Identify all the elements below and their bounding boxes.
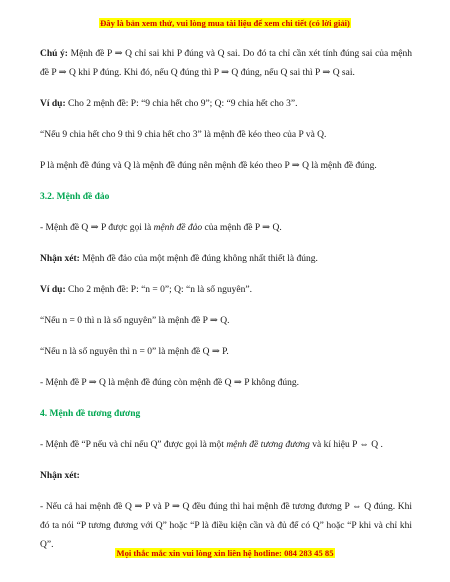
example-line: - Mệnh đề P ⇒ Q là mệnh đề đúng còn mệnh đề Q ⇒ P không đúng. xyxy=(40,378,300,388)
preview-banner: Đây là bản xem thử, vui lòng mua tài liệu để xem chi tiết (có lời giải) xyxy=(100,18,350,28)
remark-converse: Nhận xét: Mệnh đề đảo của một mệnh đề đúng không nhất thiết là đúng. xyxy=(40,254,318,264)
hotline-banner: Mọi thắc mắc xin vui lòng xin liên hệ hotline: 084 283 45 85 xyxy=(116,548,334,558)
example-converse: Ví dụ: Cho 2 mệnh đề: P: “n = 0”; Q: “n là số nguyên”. xyxy=(40,285,252,295)
example-line: “Nếu 9 chia hết cho 9 thì 9 chia hết cho 3” là mệnh đề kéo theo của P và Q. xyxy=(40,130,327,140)
example-intro: Ví dụ: Cho 2 mệnh đề: P: “9 chia hết cho 9”; Q: “9 chia hết cho 3”. xyxy=(40,99,298,109)
example-line: “Nếu n là số nguyên thì n = 0” là mệnh đề Q ⇒ P. xyxy=(40,347,229,357)
remark-label: Nhận xét: xyxy=(40,471,80,481)
example-line: “Nếu n = 0 thì n là số nguyên” là mệnh đề P ⇒ Q. xyxy=(40,316,230,326)
document-body xyxy=(40,45,412,555)
definition-converse: - Mệnh đề Q ⇒ P được gọi là mệnh đề đảo của mệnh đề P ⇒ Q. xyxy=(40,223,282,233)
example-line: P là mệnh đề đúng và Q là mệnh đề đúng nên mệnh đề kéo theo P ⇒ Q là mệnh đề đúng. xyxy=(40,161,377,171)
note-paragraph: Chú ý: Mệnh đề P ⇒ Q chỉ sai khi P đúng và Q sai. Do đó ta chỉ cần xét tính đúng sai của mệnh đề P ⇒ Q khi P đúng. Khi đó, nếu Q đúng thì P ⇒ Q đúng, nếu Q sai thì P ⇒ Q sai. xyxy=(40,49,412,78)
section-heading-equivalence: 4. Mệnh đề tương đương xyxy=(40,409,141,419)
remark-equivalence: - Nếu cả hai mệnh đề Q ⇒ P và P ⇒ Q đều đúng thì hai mệnh đề tương đương P ⇔ Q đúng. Khi đó ta nói “P tương đương với Q” hoặc “P là điều kiện cần và đủ để có Q” hoặc “P khi và chỉ khi Q”. xyxy=(40,502,412,550)
definition-equivalence: - Mệnh đề “P nếu và chỉ nếu Q” được gọi là một mệnh đề tương đương và kí hiệu P ⇔ Q . xyxy=(40,440,383,450)
section-heading-converse: 3.2. Mệnh đề đảo xyxy=(40,192,110,202)
